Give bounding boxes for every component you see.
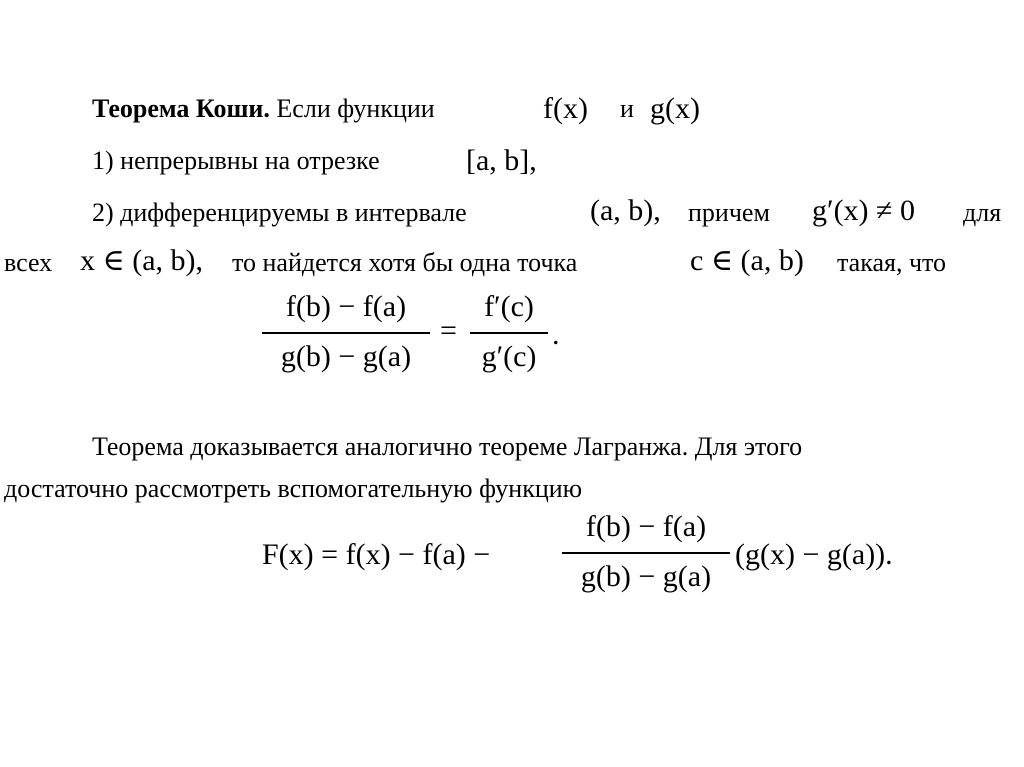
- formula-1-period: .: [552, 318, 560, 351]
- left-fraction-bar: [262, 332, 430, 334]
- auxiliary-fraction-bar: [562, 552, 730, 554]
- line-4-text: то найдется хотя бы одна точка: [232, 248, 578, 277]
- proof-line-2: достаточно рассмотреть вспомогательную функцию: [4, 474, 583, 503]
- left-denominator: g(b) − g(a): [280, 340, 412, 373]
- x-in-interval: x ∈ (a, b),: [80, 244, 204, 277]
- right-denominator: g′(c): [481, 340, 537, 373]
- left-numerator: f(b) − f(a): [285, 290, 407, 323]
- segment-a-b: [a, b],: [466, 144, 537, 177]
- right-numerator: f′(c): [484, 290, 534, 323]
- all-word: всех: [4, 248, 53, 277]
- proof-line-1: Теорема доказывается аналогично теореме Лагранжа. Для этого: [92, 432, 803, 461]
- interval-a-b: (a, b),: [590, 194, 661, 227]
- function-g-of-x: g(x): [650, 92, 700, 125]
- condition-2-text-2: причем: [688, 198, 770, 227]
- derivative-g-nonzero: g′(x) ≠ 0: [812, 194, 916, 227]
- and-word: и: [620, 94, 634, 123]
- condition-2-text: 2) дифференцируемы в интервале: [92, 198, 467, 227]
- line-4-text-2: такая, что: [837, 248, 947, 277]
- condition-2-text-3: для: [963, 198, 1002, 227]
- theorem-line-1: [92, 94, 435, 124]
- auxiliary-numerator: f(b) − f(a): [585, 510, 707, 543]
- theorem-title: Теорема Коши.: [92, 94, 270, 123]
- condition-1-text: 1) непрерывны на отрезке: [92, 146, 380, 175]
- c-in-interval: c ∈ (a, b): [690, 244, 804, 277]
- auxiliary-function-rhs: (g(x) − g(a)).: [735, 538, 893, 571]
- auxiliary-function-lhs: F(x) = f(x) − f(a) −: [262, 538, 491, 571]
- equals-sign: =: [440, 314, 457, 347]
- right-fraction-bar: [470, 332, 548, 334]
- auxiliary-denominator: g(b) − g(a): [580, 560, 712, 593]
- theorem-intro-text: Если функции: [276, 94, 435, 123]
- function-f-of-x: f(x): [543, 92, 588, 125]
